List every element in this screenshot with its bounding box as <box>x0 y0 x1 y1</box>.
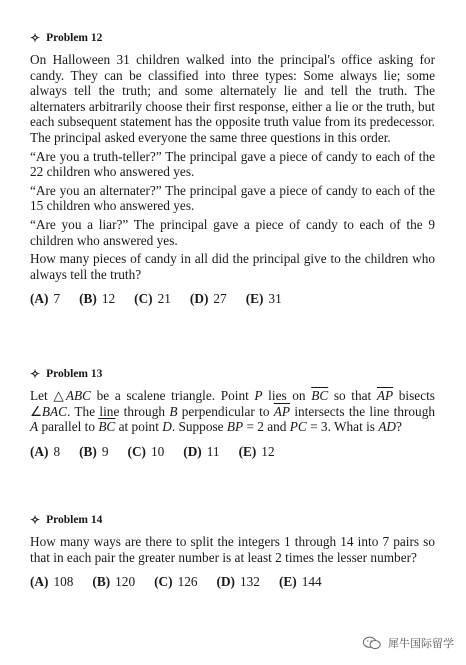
problem-12 <box>30 32 435 307</box>
diamond-bullet-icon: ✧ <box>30 513 41 527</box>
watermark <box>362 635 454 651</box>
diamond-bullet-icon: ✧ <box>30 367 41 381</box>
wechat-icon <box>362 636 382 650</box>
answer-choice: (D) 132 <box>216 574 260 590</box>
problem-heading: ✧ Problem 14 <box>30 513 103 527</box>
problem-paragraph: “Are you a truth-teller?” The principal gave a piece of candy to each of the 22 children who answered yes. <box>30 148 435 180</box>
answer-choice: (C) 126 <box>154 574 198 590</box>
problem-paragraph: How many ways are there to split the integers 1 through 14 into 7 pairs so that in each pair the greater number is at least 2 times the lesser number? <box>30 534 435 565</box>
answer-choice: (E) 144 <box>278 574 322 590</box>
answer-choice: (E) 12 <box>238 443 275 459</box>
problem-paragraph: On Halloween 31 children walked into the principal's office asking for candy. They can be classified into three types: Some always lie; some always tell the truth; and some alternately lie and tell the truth. The alternaters arbitrarily choose their first response, either a lie or the truth, but each subsequent statement has the opposite truth value from its predecessor. The principal asked everyone the same three questions in this order. <box>30 52 435 145</box>
problem-paragraph: “Are you a liar?” The principal gave a piece of candy to each of the 9 children who answered yes. <box>30 216 435 248</box>
problem-14 <box>30 514 435 590</box>
problem-heading: ✧ Problem 12 <box>30 31 103 45</box>
watermark-text: 犀牛国际留学 <box>388 637 454 650</box>
answer-choice: (A) 7 <box>30 291 61 307</box>
answer-choice: (B) 9 <box>79 443 109 459</box>
problem-paragraph: “Are you an alternater?” The principal gave a piece of candy to each of the 15 children who answered yes. <box>30 182 435 214</box>
answer-choice: (B) 120 <box>92 574 136 590</box>
answer-choice: (D) 27 <box>189 291 227 307</box>
answer-choice: (D) 11 <box>183 443 220 459</box>
problem-paragraph: Let △ABC be a scalene triangle. Point P lies on $\overline{BC}$ so that $\overline{AP}$ bisects ∠BAC. The line through B perpendicular to $\overline{AP}$ intersects the line through A parallel to $\overline{BC}$ at point D. Suppose BP = 2 and PC = 3. What is AD? <box>30 388 435 435</box>
answer-choices <box>30 444 435 460</box>
answer-choice: (E) 31 <box>245 291 282 307</box>
diamond-bullet-icon: ✧ <box>30 31 41 45</box>
answer-choice: (A) 108 <box>30 574 74 590</box>
answer-choices <box>30 291 435 307</box>
problem-heading: ✧ Problem 13 <box>30 367 103 381</box>
problem-13 <box>30 368 435 460</box>
answer-choice: (C) 10 <box>127 443 165 459</box>
answer-choices <box>30 574 435 590</box>
answer-choice: (C) 21 <box>134 291 171 307</box>
problem-paragraph: How many pieces of candy in all did the principal give to the children who always tell the truth? <box>30 251 435 282</box>
answer-choice: (B) 12 <box>79 291 116 307</box>
answer-choice: (A) 8 <box>30 443 61 459</box>
